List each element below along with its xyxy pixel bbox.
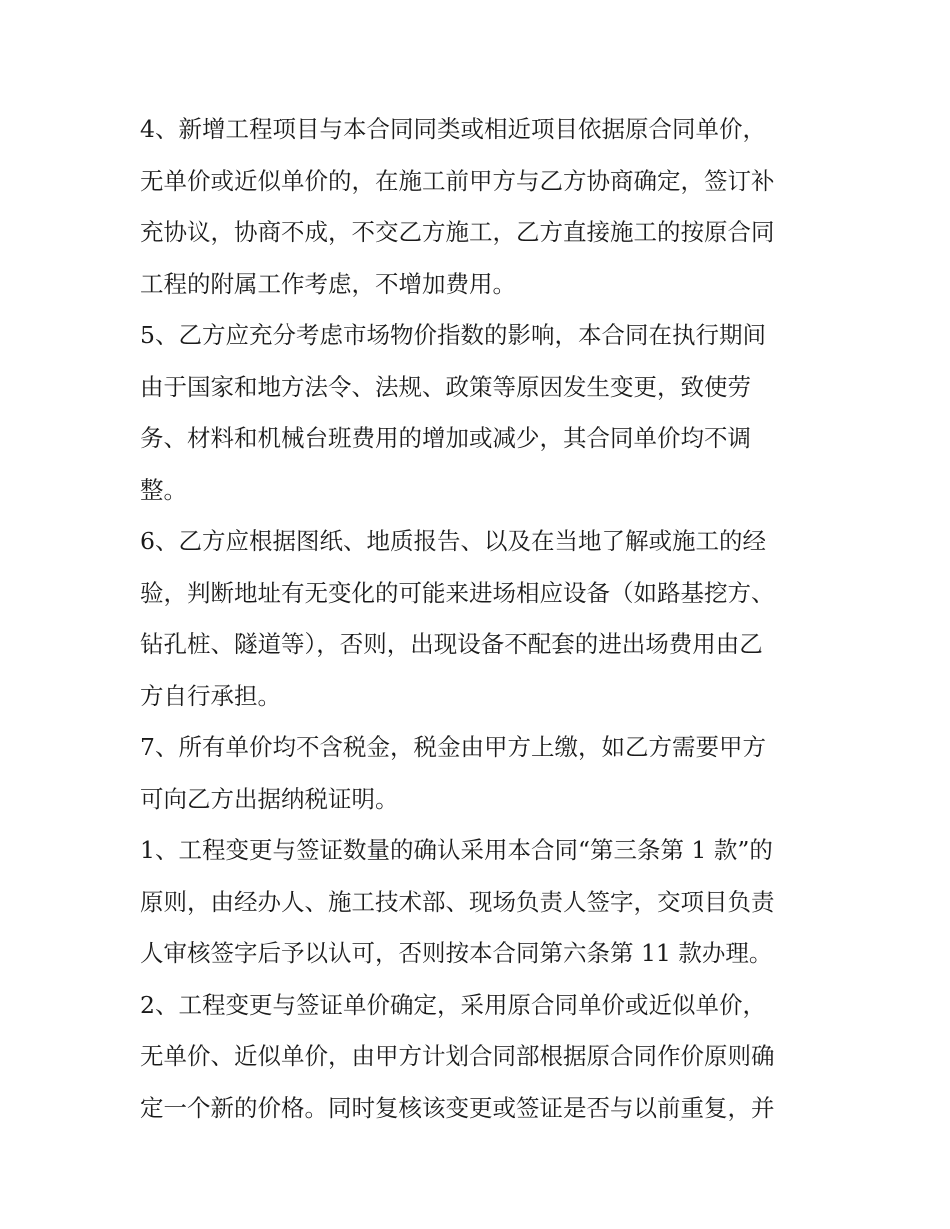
text-line: 定一个新的价格。同时复核该变更或签证是否与以前重复，并 (140, 1093, 775, 1122)
text-line: 验，判断地址有无变化的可能来进场相应设备（如路基挖方、 (140, 578, 775, 607)
text-line: 无单价或近似单价的，在施工前甲方与乙方协商确定，签订补 (140, 166, 775, 195)
text-line: 7、所有单价均不含税金，税金由甲方上缴，如乙方需要甲方 (140, 733, 766, 761)
text-line: 4、新增工程项目与本合同同类或相近项目依据原合同单价， (140, 115, 766, 143)
text-line: 人审核签字后予以认可，否则按本合同第六条第 11 款办理。 (140, 939, 773, 967)
text-line: 工程的附属工作考虑，不增加费用。 (140, 269, 516, 298)
document-body (140, 104, 820, 1134)
text-line: 钻孔桩、隧道等），否则，出现设备不配套的进出场费用由乙 (140, 630, 763, 658)
text-line: 1、工程变更与签证数量的确认采用本合同“第三条第 1 款”的 (140, 836, 773, 864)
text-line: 充协议，协商不成，不交乙方施工，乙方直接施工的按原合同 (140, 218, 775, 246)
text-line: 由于国家和地方法令、法规、政策等原因发生变更，致使劳 (140, 372, 751, 401)
text-line: 原则，由经办人、施工技术部、现场负责人签字，交项目负责 (140, 887, 775, 916)
text-line: 6、乙方应根据图纸、地质报告、以及在当地了解或施工的经 (140, 527, 766, 555)
text-line: 5、乙方应充分考虑市场物价指数的影响，本合同在执行期间 (140, 321, 766, 349)
text-line: 整。 (140, 475, 187, 504)
text-line: 方自行承担。 (140, 681, 281, 710)
text-line: 可向乙方出据纳税证明。 (140, 784, 399, 813)
text-line: 无单价、近似单价，由甲方计划合同部根据原合同作价原则确 (140, 1042, 775, 1070)
text-line: 务、材料和机械台班费用的增加或减少，其合同单价均不调 (140, 424, 751, 452)
text-line: 2、工程变更与签证单价确定，采用原合同单价或近似单价， (140, 990, 766, 1019)
